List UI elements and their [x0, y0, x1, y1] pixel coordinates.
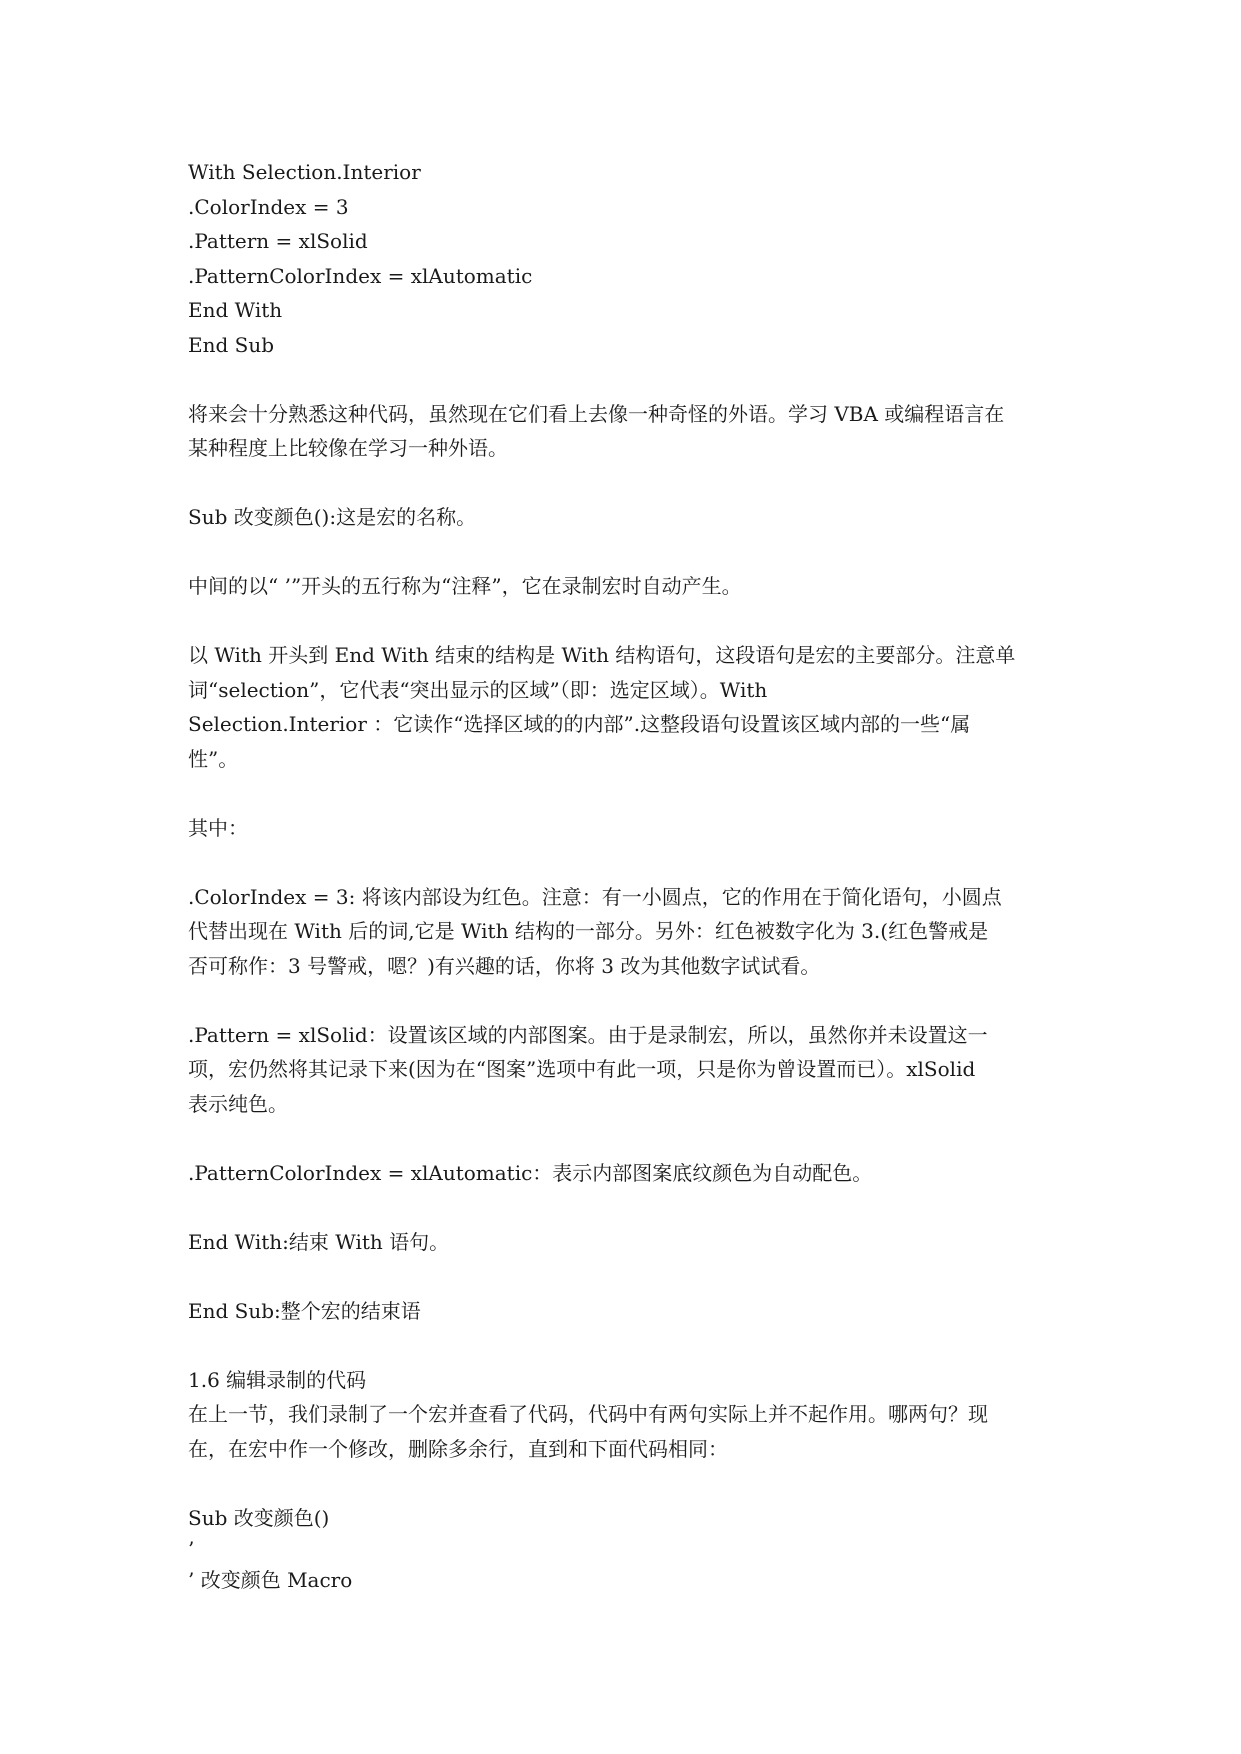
paragraph-pattern: .Pattern = xlSolid：设置该区域的内部图案。由于是录制宏，所以，虽然你并未设置这一 项，宏仍然将其记录下来(因为在“图案”选项中有此一项，只是你为曾设置而已）。xlSolid 表示纯色。 [188, 1022, 988, 1116]
paragraph-end-with: End With:结束 With 语句。 [188, 1229, 450, 1254]
section-title: 1.6 编辑录制的代码 [188, 1367, 367, 1392]
paragraph-with-structure: 以 With 开头到 End With 结束的结构是 With 结构语句，这段语句是宏的主要部分。注意单 词“selection”，它代表“突出显示的区域”（即：选定区域）。With Selection.Interior ：它读作“选择区域的的内部”.这整段语句设置该区域内部的一些“属 性”。 [188, 643, 1016, 771]
code-line: End Sub [188, 332, 275, 357]
paragraph-edit-code: 在上一节，我们录制了一个宏并查看了代码，代码中有两句实际上并不起作用。哪两句？现 在，在宏中作一个修改，删除多余行，直到和下面代码相同： [188, 1402, 988, 1461]
code-line: With Selection.Interior [188, 160, 421, 184]
paragraph-end-sub: End Sub:整个宏的结束语 [188, 1298, 421, 1323]
paragraph-pattern-color: .PatternColorIndex = xlAutomatic：表示内部图案底纹颜色为自动配色。 [188, 1160, 873, 1185]
paragraph-sub-name: Sub 改变颜色():这是宏的名称。 [188, 505, 477, 529]
code-block-top [188, 155, 1068, 362]
code-line: .PatternColorIndex = xlAutomatic [188, 263, 533, 288]
code-line: ’ 改变颜色 Macro [188, 1568, 353, 1592]
paragraph-comments: 中间的以“ ’”开头的五行称为“注释”，它在录制宏时自动产生。 [188, 574, 742, 598]
paragraph-among-them: 其中： [188, 815, 248, 840]
code-line: ’ [188, 1537, 195, 1561]
code-line: Sub 改变颜色() [188, 1505, 330, 1530]
paragraph-colorindex: .ColorIndex = 3: 将该内部设为红色。注意：有一小圆点，它的作用在于简化语句，小圆点 代替出现在 With 后的词,它是 With 结构的一部分。另外：红色被数字化为 3.(红色警戒是 否可称作：3 号警戒，嗯？)有兴趣的话，你将 3 改为其他数字试试看。 [188, 884, 1002, 978]
code-block-bottom [188, 1501, 1068, 1598]
code-line: End With [188, 298, 283, 322]
code-line: .Pattern = xlSolid [188, 229, 368, 253]
document-page [188, 155, 1068, 1598]
paragraph-intro: 将来会十分熟悉这种代码，虽然现在它们看上去像一种奇怪的外语。学习 VBA 或编程语言在 某种程度上比较像在学习一种外语。 [188, 401, 1005, 460]
code-line: .ColorIndex = 3 [188, 194, 349, 219]
